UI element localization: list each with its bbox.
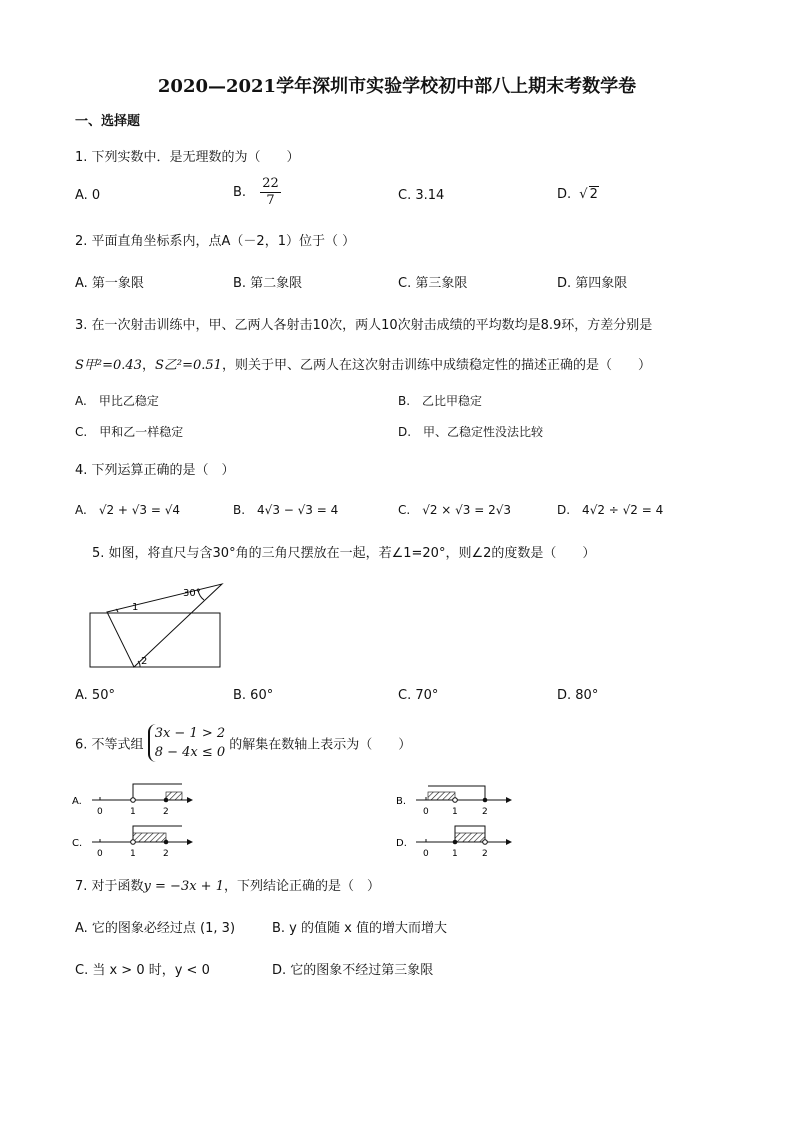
- question-7-function: y = −3x + 1: [143, 879, 224, 894]
- tick-0: 0: [423, 807, 429, 817]
- tick-0: 0: [97, 807, 103, 817]
- tick-2: 2: [163, 807, 169, 817]
- question-6-suffix: 的解集在数轴上表示为（ ）: [229, 737, 412, 753]
- tick-2: 2: [482, 849, 488, 859]
- tick-0: 0: [97, 849, 103, 859]
- question-5-stem: 5. 如图，将直尺与含30°角的三角尺摆放在一起，若∠1=20°，则∠2的度数是（ ）: [92, 546, 596, 561]
- q1-option-b-label: B.: [233, 185, 247, 200]
- number-line-a: [92, 784, 193, 817]
- q1-sqrt-radicand: 2: [589, 187, 598, 202]
- q1-option-c: C. 3.14: [398, 188, 445, 203]
- section-heading: 一、选择题: [75, 114, 141, 129]
- q3-option-c: C. 甲和乙一样稳定: [75, 425, 184, 439]
- question-4-stem: 4. 下列运算正确的是（ ）: [75, 463, 235, 478]
- inequality-2: 8 − 4x ≤ 0: [154, 745, 226, 760]
- variance-yi: S乙²=0.51: [154, 358, 222, 373]
- q5-option-c: C. 70°: [398, 688, 439, 703]
- question-1-stem: 1. 下列实数中．是无理数的为（ ）: [75, 150, 300, 165]
- question-3-stem-line2: [75, 354, 651, 373]
- ruler-triangle-figure: [88, 574, 228, 672]
- number-line-options-left: [70, 780, 200, 870]
- question-3-stem-tail: ，则关于甲、乙两人在这次射击训练中成绩稳定性的描述正确的是（ ）: [221, 358, 651, 373]
- q1-fraction-denominator: 7: [266, 193, 275, 208]
- variance-separator: ，: [141, 358, 155, 373]
- question-3-stem-line1: 3. 在一次射击训练中，甲、乙两人各射击10次，两人10次射击成绩的平均数均是8.9环，方差分别是: [75, 318, 653, 333]
- number-line-d: [416, 826, 512, 859]
- tick-2: 2: [482, 807, 488, 817]
- number-line-c: [92, 826, 193, 859]
- tick-1: 1: [130, 849, 136, 859]
- tick-1: 1: [130, 807, 136, 817]
- q2-option-d: D. 第四象限: [557, 276, 628, 291]
- question-7-stem: [75, 875, 380, 894]
- tick-1: 1: [452, 849, 458, 859]
- q4-option-c: C. √2 × √3 = 2√3: [398, 503, 512, 517]
- q1-option-d-label: D.: [557, 187, 572, 202]
- q3-option-b: B. 乙比甲稳定: [398, 394, 483, 408]
- q4-option-b: B. 4√3 − √3 = 4: [233, 503, 339, 517]
- q5-option-a: A. 50°: [75, 688, 115, 703]
- q1-option-d: [557, 186, 599, 202]
- tick-1: 1: [452, 807, 458, 817]
- sqrt-icon: √: [579, 187, 588, 202]
- q4-option-a: A. √2 + √3 = √4: [75, 503, 181, 517]
- q7-option-a: A. 它的图象必经过点 (1, 3): [75, 921, 236, 936]
- q7-option-c: C. 当 x > 0 时，y < 0: [75, 963, 210, 978]
- question-2-stem: 2. 平面直角坐标系内，点A（－2，1）位于（ ）: [75, 234, 356, 249]
- option-a-label: A.: [72, 796, 82, 807]
- inequality-system: [148, 724, 225, 762]
- option-b-label: B.: [396, 796, 407, 807]
- question-7-prefix: 7. 对于函数: [75, 879, 144, 894]
- q1-option-b: [233, 176, 281, 209]
- option-d-label: D.: [396, 838, 407, 849]
- question-6-prefix: 6. 不等式组: [75, 737, 144, 753]
- tick-2: 2: [163, 849, 169, 859]
- q2-option-c: C. 第三象限: [398, 276, 468, 291]
- q1-option-a: A. 0: [75, 188, 101, 203]
- figure-label-2: 2: [141, 656, 148, 667]
- number-line-options-right: [394, 780, 524, 870]
- question-6-stem: [75, 724, 411, 762]
- tick-0: 0: [423, 849, 429, 859]
- inequality-1: 3x − 1 > 2: [154, 726, 226, 741]
- q3-option-a: A. 甲比乙稳定: [75, 394, 159, 408]
- q7-option-d: D. 它的图象不经过第三象限: [272, 963, 434, 978]
- q3-option-d: D. 甲、乙稳定性没法比较: [398, 425, 544, 439]
- q2-option-a: A. 第一象限: [75, 276, 144, 291]
- q7-option-b: B. y 的值随 x 值的增大而增大: [272, 921, 447, 936]
- ruler-shape: [90, 613, 220, 667]
- option-c-label: C.: [72, 838, 83, 849]
- q4-option-d: D. 4√2 ÷ √2 = 4: [557, 503, 664, 517]
- figure-label-30: 30°: [183, 588, 201, 599]
- question-7-suffix: ，下列结论正确的是（ ）: [223, 879, 380, 894]
- variance-jia: S甲²=0.43: [75, 358, 142, 373]
- figure-label-1: 1: [132, 602, 139, 613]
- q1-fraction: [260, 176, 281, 209]
- q5-option-d: D. 80°: [557, 688, 599, 703]
- q2-option-b: B. 第二象限: [233, 276, 303, 291]
- q1-fraction-numerator: 22: [262, 176, 279, 191]
- number-line-b: [416, 786, 512, 817]
- q5-option-b: B. 60°: [233, 688, 274, 703]
- page-title: 2020—2021学年深圳市实验学校初中部八上期末考数学卷: [157, 76, 637, 97]
- triangle-shape: [107, 584, 222, 667]
